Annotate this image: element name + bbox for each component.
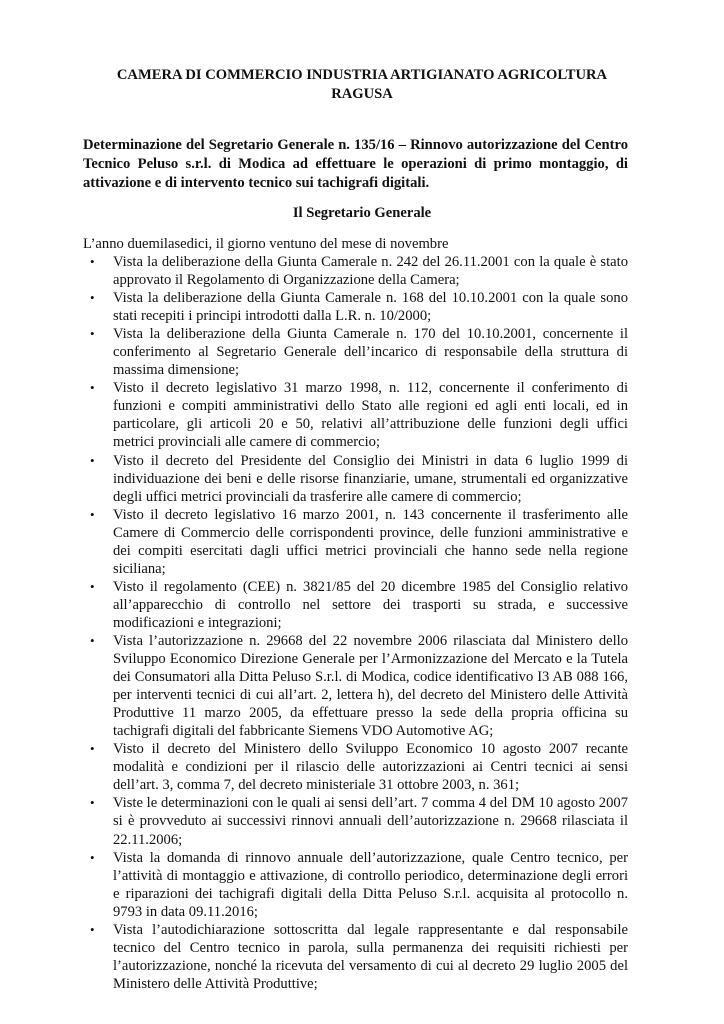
bullet-icon: • [90,795,95,811]
document-header [60,66,664,104]
list-item-text: Vista la domanda di rinnovo annuale dell’autorizzazione, quale Centro tecnico, per l’attività di montaggio e attivazione, di controllo periodico, determinazione degli errori e riparazioni dei tachigrafi digitali della Ditta Peluso S.r.l. acquisita al protocollo n. 9793 in data 09.11.2016; [113,849,628,920]
date-intro: L’anno duemilasedici, il giorno ventuno del mese di novembre [83,236,449,252]
list-item-text: Vista la deliberazione della Giunta Camerale n. 168 del 10.10.2001 con la quale sono stati recepiti i principi introdotti dalla L.R. n. 10/2000; [113,290,628,325]
list-item [83,506,628,578]
list-item-text: Vista l’autodichiarazione sottoscritta dal legale rappresentante e dal responsabile tecnico del Centro tecnico in parola, sulla permanenza dei requisiti richiesti per l’autorizzazione, nonché la ricevuta del versamento di cui al decreto 29 luglio 2005 del Ministero delle Attività Produttive; [113,921,628,992]
list-item-text: Visto il decreto del Ministero dello Sviluppo Economico 10 agosto 2007 recante modalità e condizioni per il rilascio delle autorizzazioni ai Centri tecnici ai sensi dell’art. 3, comma 7, del decreto ministeriale 31 ottobre 2003, n. 361; [113,741,628,794]
bullet-icon: • [90,290,95,306]
list-item [83,379,628,451]
bullet-icon: • [90,578,95,594]
list-item-text: Visto il decreto legislativo 31 marzo 1998, n. 112, concernente il conferimento di funzioni e compiti amministrativi dello Stato alle regioni ed agli enti locali, ed in particolare, gli articoli 20 e 50, relativi all’attribuzione delle funzioni degli uffici metrici provinciali alle camere di commercio; [113,380,628,451]
recitals-list [83,253,628,993]
list-item [83,325,628,379]
list-item [83,921,628,993]
list-item [83,578,628,632]
list-item-text: Vista la deliberazione della Giunta Camerale n. 242 del 26.11.2001 con la quale è stato approvato il Regolamento di Organizzazione della Camera; [113,254,628,289]
determination-subject: Determinazione del Segretario Generale n. 135/16 – Rinnovo autorizzazione del Centro Tecnico Peluso s.r.l. di Modica ad effettuare le operazioni di primo montaggio, di attivazione e di intervento tecnico sui tachigrafi digitali. [83,137,628,192]
list-item [83,632,628,740]
bullet-icon: • [90,506,95,522]
bullet-icon: • [90,254,95,269]
bullet-icon: • [90,452,95,468]
bullet-icon: • [90,921,95,937]
list-item-text: Vista l’autorizzazione n. 29668 del 22 novembre 2006 rilasciata dal Ministero dello Sviluppo Economico Direzione Generale per l’Armonizzazione del Mercato e la Tutela dei Consumatori alla Ditta Peluso S.r.l. di Modica, codice identificativo I3 AB 088 166, per interventi tecnici di cui all’art. 2, lettera h), del decreto del Ministero delle Attività Produttive 11 marzo 2005, da effettuare presso la sede della propria officina su tachigrafi digitali del fabbricante Siemens VDO Automotive AG; [113,632,628,740]
bullet-icon: • [90,380,95,396]
bullet-icon: • [90,741,95,757]
role-title: Il Segretario Generale [292,205,432,221]
list-item-text: Vista la deliberazione della Giunta Camerale n. 170 del 10.10.2001, concernente il conferimento al Segretario Generale dell’incarico di responsabile della struttura di massima dimensione; [113,326,628,379]
header-city: RAGUSA [331,86,393,102]
list-item-text: Visto il regolamento (CEE) n. 3821/85 del 20 dicembre 1985 del Consiglio relativo all’apparecchio di controllo nel settore dei trasporti su strada, e successive modificazioni e integrazioni; [113,578,628,631]
list-item [83,452,628,506]
list-item [83,289,628,325]
list-item [83,794,628,848]
list-item [83,253,628,289]
list-item [83,849,628,921]
header-institution: CAMERA DI COMMERCIO INDUSTRIA ARTIGIANATO AGRICOLTURA [116,67,608,83]
bullet-icon: • [90,849,95,865]
list-item-text: Viste le determinazioni con le quali ai sensi dell’art. 7 comma 4 del DM 10 agosto 2007 si è provveduto ai successivi rinnovi annuali dell’autorizzazione n. 29668 rilasciata il 22.11.2006; [113,795,628,848]
bullet-icon: • [90,326,95,342]
bullet-icon: • [90,632,95,648]
list-item-text: Visto il decreto del Presidente del Consiglio dei Ministri in data 6 luglio 1999 di individuazione dei beni e delle risorse finanziarie, umane, strumentali ed organizzative degli uffici metrici provinciali da trasferire alle camere di commercio; [113,452,628,505]
list-item-text: Visto il decreto legislativo 16 marzo 2001, n. 143 concernente il trasferimento alle Camere di Commercio delle corrispondenti province, delle funzioni amministrative e dei compiti esercitati dagli uffici metrici provinciali che hanno sede nella regione siciliana; [113,506,628,577]
list-item [83,740,628,794]
